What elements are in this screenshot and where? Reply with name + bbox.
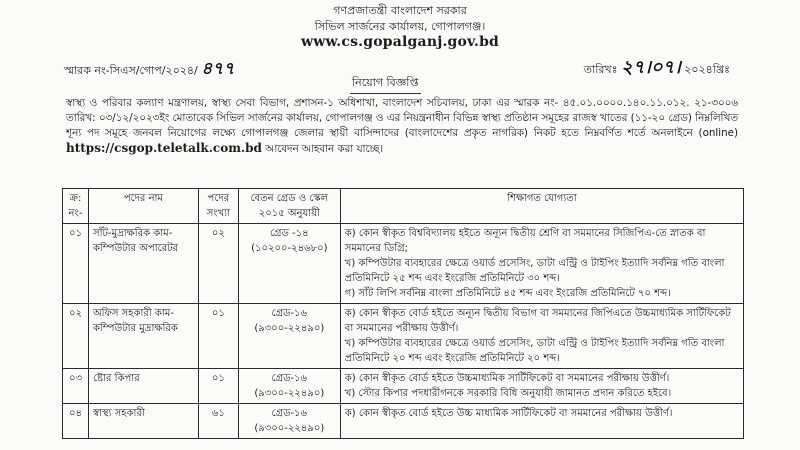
header-grade: বেতন গ্রেড ও স্কেল ২০১৫ অনুযায়ী <box>238 189 340 224</box>
table-row <box>63 224 744 304</box>
cell-serial: ০১ <box>63 224 89 304</box>
pay-scale: (৯৩০০-২২৪৯০) <box>254 323 325 334</box>
memo-label: স্মারক নং-সিএস/গোপ/২০২৪/ <box>64 64 198 77</box>
header-post: পদের নাম <box>88 189 198 224</box>
qualification-item: ক) কোন স্বীকৃত বোর্ড হইতে উচ্চ মাধ্যমিক সার্টিফিকেট বা সমমানের পরীক্ষায় উত্তীর্ণ। <box>344 408 673 419</box>
date-year: ২০২৪খ্রিঃ <box>684 63 730 76</box>
vacancy-table <box>62 188 744 439</box>
cell-grade <box>238 224 340 304</box>
date-handwritten: ২৭।০৭। <box>621 57 681 78</box>
grade-label: গ্রেড-১৬ <box>271 308 308 319</box>
table-row <box>63 404 744 439</box>
application-link[interactable]: https://csgop.teletalk.com.bd <box>66 141 262 155</box>
date-label: তারিখঃ <box>583 63 618 76</box>
cell-grade <box>238 304 340 369</box>
qualification-item: খ) স্টোর কিপার পদধারীগনকে সরকারি বিধি অনুযায়ী জামানত প্রদান করিতে হইবে। <box>344 388 672 399</box>
cell-post: স্বাস্থ্য সহকারী <box>88 404 198 439</box>
qualification-item: খ) কম্পিউটার ব্যবহারের ক্ষেত্রে ওয়ার্ড প্রসেসিং, ডাটা এন্ট্রি ও টাইপিং ইত্যাদি সর্বনিম্ন গতি বাংলা প্রতিমিনিটে ২০ শব্দ এবং ইংরেজি প্রতিমিনিটে ২০ শব্দ। <box>344 338 725 364</box>
cell-serial: ০৩ <box>63 369 89 404</box>
header-qualification: শিক্ষাগত যোগ্যতা <box>340 189 743 224</box>
table-row <box>63 369 744 404</box>
qualification-item: গ) সাঁট লিপি সর্বনিম্ন বাংলা প্রতিমিনিটে ৪৫ শব্দ এবং ইংরেজি প্রতিমিনিটে ৭০ শব্দ। <box>344 288 671 299</box>
grade-label: গ্রেড-১৬ <box>271 373 308 384</box>
cell-count: ০২ <box>198 224 238 304</box>
cell-count: ০১ <box>198 304 238 369</box>
paragraph-suffix: আবেদন আহবান করা যাচ্ছে। <box>265 143 384 155</box>
grade-label: গ্রেড -১৪ <box>269 228 309 239</box>
cell-grade <box>238 369 340 404</box>
notice-paragraph <box>66 96 738 157</box>
cell-qualification <box>340 224 743 304</box>
cell-post: অফিস সহকারী কাম-কম্পিউটার মুদ্রাক্ষরিক <box>88 304 198 369</box>
grade-label: গ্রেড-১৬ <box>271 408 308 419</box>
issue-date <box>584 53 730 84</box>
office-name: সিভিল সার্জনের কার্যালয়, গোপালগঞ্জ। <box>314 20 486 33</box>
cell-serial: ০৪ <box>63 404 89 439</box>
qualification-item: খ) কম্পিউটার ব্যবহারের ক্ষেত্রে ওয়ার্ড প্রসেসিং, ডাটা এন্ট্রি ও টাইপিং ইত্যাদি সর্বনিম্ন গতি বাংলা প্রতিমিনিটে ২৫ শব্দ এবং ইংরেজি প্রতিমিনিটে ৩০ শব্দ। <box>344 258 725 284</box>
cell-grade <box>238 404 340 439</box>
table-row <box>63 304 744 369</box>
qualification-item: ক) কোন স্বীকৃত বিশ্ববিদ্যালয় হইতে অন্যূন দ্বিতীয় শ্রেণি বা সমমানের সিজিপিএ-তে স্নাতক বা সমমানের ডিগ্রি; <box>344 228 706 254</box>
cell-count: ৬১ <box>198 404 238 439</box>
notice-title: নিয়োগ বিজ্ঞপ্তি <box>350 74 421 94</box>
cell-qualification <box>340 304 743 369</box>
pay-scale: (১০২০০-২৪৬৮০) <box>251 243 328 254</box>
header-serial: ক্র: নং- <box>63 189 89 224</box>
pay-scale: (৯৩০০-২২৪৯০) <box>254 388 325 399</box>
cell-qualification <box>340 404 743 439</box>
cell-count: ০১ <box>198 369 238 404</box>
memo-number <box>64 56 234 84</box>
pay-scale: (৯৩০০-২২৪৯০) <box>254 423 325 434</box>
website-url: www.cs.gopalganj.gov.bd <box>300 34 500 50</box>
cell-post: সাঁট-মুদ্রাক্ষরিক কাম-কম্পিউটার অপারেটর <box>88 224 198 304</box>
qualification-item: ক) কোন স্বীকৃত বোর্ড হইতে অন্যূন দ্বিতীয় বিভাগ বা সমমানের জিপিএতে উচ্চমাধ্যমিক সার্টিফিকেট বা সমমানের পরীক্ষায় উত্তীর্ণ। <box>344 308 731 334</box>
table-header-row <box>63 189 744 224</box>
govt-name: গণপ্রজাতন্ত্রী বাংলাদেশ সরকার <box>333 4 467 17</box>
paragraph-text: স্বাস্থ্য ও পরিবার কল্যাণ মন্ত্রণালয়, স্বাস্থ্য সেবা বিভাগ, প্রশাসন-১ অধিশাখা, বাংলাদেশ সচিবালয়, ঢাকা এর স্মারক নং- ৪৫.০১.০০০০.১৪০.১১.০১২. ২১-৩০০৬ তারিখ: ০৩/১২/২০২৩ইং মোতাবেক সিভিল সার্জনের কার্যালয়, গোপালগঞ্জ ও এর নিয়ন্ত্রনাধীন বিভিন্ন স্বাস্থ্য প্রতিষ্ঠান সমূহের রাজস্ব খাতের (১১-২০ গ্রেড) নিম্নলিখিত শূন্য পদ সমূহে জনবল নিয়োগের লক্ষ্যে গোপালগঞ্জ জেলার স্থায়ী বাসিন্দাদের (বাংলাদেশের প্রকৃত নাগরিক) নিকট হতে নিম্নবর্ণিত শর্তে অনলাইনে (online) <box>66 97 738 139</box>
memo-handwritten-number: ৪৭৭ <box>201 59 235 79</box>
cell-post: ষ্টোর কিপার <box>88 369 198 404</box>
cell-qualification <box>340 369 743 404</box>
qualification-item: ক) কোন স্বীকৃত বোর্ড হইতে উচ্চমাধ্যমিক সার্টিফিকেট বা সমমানের পরীক্ষায় উত্তীর্ণ। <box>344 373 670 384</box>
header-count: পদের সংখ্যা <box>198 189 238 224</box>
cell-serial: ০২ <box>63 304 89 369</box>
